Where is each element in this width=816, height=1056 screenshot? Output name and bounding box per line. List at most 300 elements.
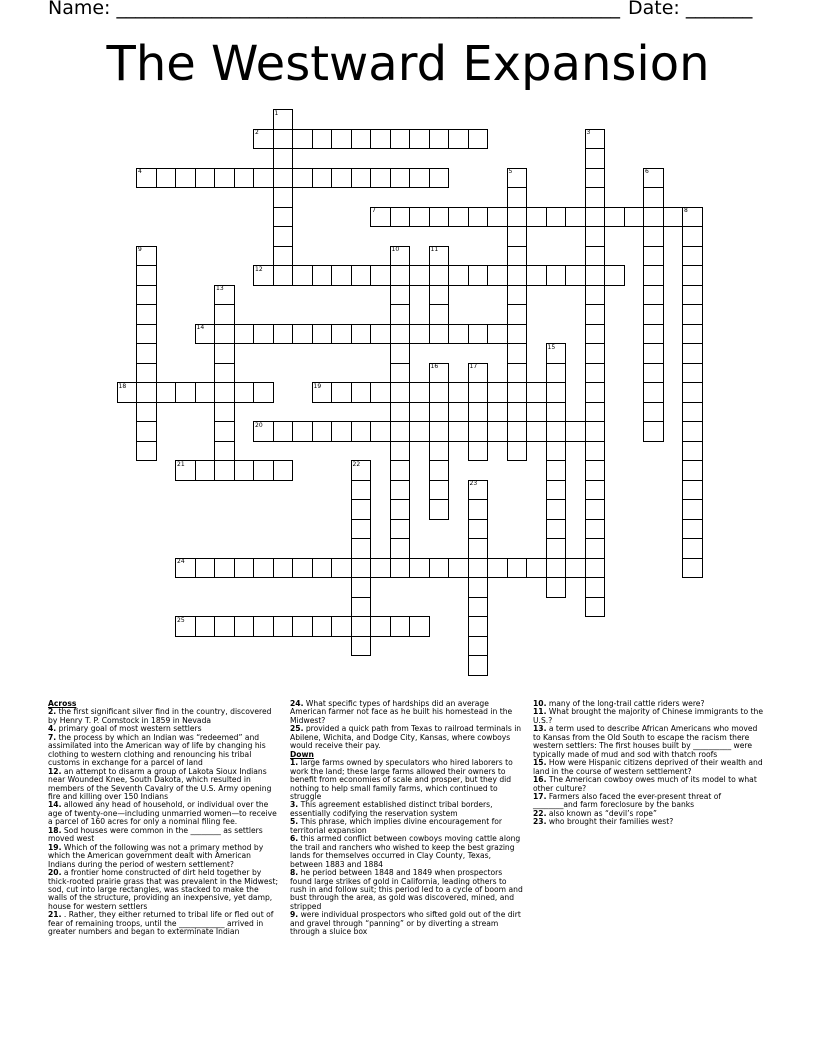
grid-cell[interactable] (643, 207, 664, 228)
grid-cell[interactable] (136, 382, 157, 403)
grid-cell[interactable] (390, 538, 411, 559)
grid-cell[interactable] (253, 460, 274, 481)
grid-cell[interactable] (546, 265, 567, 286)
grid-cell[interactable] (370, 265, 391, 286)
grid-cell[interactable] (234, 382, 255, 403)
grid-cell[interactable] (136, 363, 157, 384)
grid-cell[interactable] (409, 558, 430, 579)
grid-cell[interactable] (390, 129, 411, 150)
grid-cell[interactable] (331, 382, 352, 403)
grid-cell[interactable] (643, 363, 664, 384)
grid-cell[interactable] (585, 304, 606, 325)
grid-cell[interactable] (214, 343, 235, 364)
grid-cell[interactable] (507, 402, 528, 423)
grid-cell[interactable] (175, 168, 196, 189)
grid-cell[interactable] (331, 616, 352, 637)
grid-cell[interactable] (429, 207, 450, 228)
grid-cell[interactable] (565, 421, 586, 442)
grid-cell[interactable] (468, 538, 489, 559)
grid-cell[interactable] (585, 499, 606, 520)
grid-cell[interactable] (351, 129, 372, 150)
grid-cell[interactable] (643, 304, 664, 325)
grid-cell[interactable] (585, 480, 606, 501)
grid-cell[interactable] (448, 265, 469, 286)
grid-cell[interactable] (682, 324, 703, 345)
clue-down-13: 13. a term used to describe African Americans who moved to Kansas from the Old South to escape the racism there western settlers: The first houses built by __________ were typically made of mud and sod with thatch roofs (533, 724, 758, 759)
grid-cell[interactable] (390, 304, 411, 325)
grid-cell[interactable] (409, 421, 430, 442)
grid-cell[interactable] (565, 207, 586, 228)
grid-cell[interactable] (370, 324, 391, 345)
grid-cell[interactable] (156, 168, 177, 189)
grid-cell[interactable] (370, 421, 391, 442)
grid-cell[interactable] (468, 324, 489, 345)
grid-cell[interactable] (351, 538, 372, 559)
grid-cell[interactable] (370, 168, 391, 189)
clue-across-14: 14. allowed any head of household, or individual over the age of twenty-one—including unmarried women—to receive a parcel of 160 acres for only a nominal filing fee. (48, 800, 277, 827)
grid-cell[interactable] (273, 148, 294, 169)
grid-cell[interactable] (195, 460, 216, 481)
down-heading: Down (290, 749, 314, 759)
grid-cell[interactable] (273, 207, 294, 228)
grid-cell[interactable] (273, 265, 294, 286)
clue-down-10: 10. many of the long-trail cattle riders were? (533, 699, 705, 708)
grid-cell[interactable] (585, 441, 606, 462)
grid-cell[interactable] (292, 324, 313, 345)
grid-cell[interactable] (487, 265, 508, 286)
grid-cell[interactable] (312, 324, 333, 345)
grid-cell[interactable] (214, 616, 235, 637)
grid-cell[interactable] (643, 402, 664, 423)
grid-cell[interactable] (214, 460, 235, 481)
grid-cell[interactable] (526, 265, 547, 286)
grid-cell[interactable] (390, 207, 411, 228)
grid-cell[interactable] (682, 265, 703, 286)
grid-cell[interactable] (487, 207, 508, 228)
grid-cell[interactable] (370, 558, 391, 579)
clue-number: 16 (430, 363, 439, 370)
grid-cell[interactable] (273, 187, 294, 208)
grid-cell[interactable] (390, 382, 411, 403)
grid-cell[interactable] (448, 207, 469, 228)
grid-cell[interactable] (429, 304, 450, 325)
grid-cell[interactable] (273, 558, 294, 579)
grid-cell[interactable] (136, 441, 157, 462)
grid-cell[interactable] (273, 129, 294, 150)
grid-cell[interactable] (507, 343, 528, 364)
clue-across-2: 2. the first significant silver find in the country, discovered by Henry T. P. Comstock in 1859 in Nevada (48, 707, 272, 725)
grid-cell[interactable] (214, 304, 235, 325)
grid-cell[interactable] (507, 187, 528, 208)
grid-cell[interactable] (507, 558, 528, 579)
grid-cell[interactable] (273, 460, 294, 481)
grid-cell[interactable] (253, 168, 274, 189)
grid-cell[interactable] (370, 616, 391, 637)
grid-cell[interactable] (390, 324, 411, 345)
grid-cell[interactable] (351, 499, 372, 520)
grid-cell[interactable] (468, 655, 489, 676)
grid-cell[interactable] (448, 382, 469, 403)
clue-number: 5 (508, 168, 513, 175)
grid-cell[interactable] (429, 460, 450, 481)
grid-cell[interactable] (682, 402, 703, 423)
grid-cell[interactable] (195, 558, 216, 579)
grid-cell[interactable] (273, 168, 294, 189)
grid-cell[interactable] (195, 616, 216, 637)
grid-cell[interactable] (546, 480, 567, 501)
grid-cell[interactable] (351, 558, 372, 579)
grid-cell[interactable] (682, 519, 703, 540)
grid-cell[interactable] (390, 519, 411, 540)
grid-cell[interactable] (409, 324, 430, 345)
grid-cell[interactable] (468, 519, 489, 540)
grid-cell[interactable] (351, 597, 372, 618)
grid-cell[interactable] (234, 324, 255, 345)
grid-cell[interactable] (429, 265, 450, 286)
grid-cell[interactable] (468, 577, 489, 598)
grid-cell[interactable] (312, 421, 333, 442)
grid-cell[interactable] (234, 460, 255, 481)
grid-cell[interactable] (546, 499, 567, 520)
grid-cell[interactable] (507, 382, 528, 403)
clue-number: 13 (216, 285, 224, 292)
grid-cell[interactable] (292, 616, 313, 637)
grid-cell[interactable] (273, 324, 294, 345)
clue-number: 23 (469, 480, 478, 487)
clue-number: 2 (255, 129, 259, 136)
grid-cell[interactable] (390, 363, 411, 384)
grid-cell[interactable] (526, 382, 547, 403)
grid-cell[interactable] (429, 402, 450, 423)
grid-cell[interactable] (643, 265, 664, 286)
grid-cell[interactable] (546, 207, 567, 228)
grid-cell[interactable] (409, 265, 430, 286)
grid-cell[interactable] (507, 441, 528, 462)
grid-cell[interactable] (390, 480, 411, 501)
grid-cell[interactable] (507, 285, 528, 306)
grid-cell[interactable] (292, 129, 313, 150)
grid-cell[interactable] (409, 616, 430, 637)
grid-cell[interactable] (585, 363, 606, 384)
grid-cell[interactable] (585, 207, 606, 228)
grid-cell[interactable] (312, 168, 333, 189)
grid-cell[interactable] (351, 324, 372, 345)
grid-cell[interactable] (468, 421, 489, 442)
grid-cell[interactable] (312, 616, 333, 637)
grid-cell[interactable] (585, 577, 606, 598)
grid-cell[interactable] (214, 324, 235, 345)
grid-cell[interactable] (312, 265, 333, 286)
clue-down-23: 23. who brought their families west? (533, 817, 674, 827)
grid-cell[interactable] (565, 265, 586, 286)
grid-cell[interactable] (175, 382, 196, 403)
grid-cell[interactable] (546, 558, 567, 579)
grid-cell[interactable] (312, 129, 333, 150)
grid-cell[interactable] (526, 207, 547, 228)
grid-cell[interactable] (663, 207, 684, 228)
grid-cell[interactable] (585, 460, 606, 481)
grid-cell[interactable] (331, 168, 352, 189)
grid-cell[interactable] (429, 558, 450, 579)
grid-cell[interactable] (643, 421, 664, 442)
grid-cell[interactable] (585, 382, 606, 403)
page-title: The Westward Expansion (106, 36, 710, 92)
grid-cell[interactable] (624, 207, 645, 228)
grid-cell[interactable] (507, 363, 528, 384)
grid-cell[interactable] (507, 265, 528, 286)
grid-cell[interactable] (351, 577, 372, 598)
grid-cell[interactable] (468, 636, 489, 657)
grid-cell[interactable] (136, 265, 157, 286)
grid-cell[interactable] (448, 324, 469, 345)
grid-cell[interactable] (214, 168, 235, 189)
grid-cell[interactable] (468, 441, 489, 462)
grid-cell[interactable] (351, 265, 372, 286)
grid-cell[interactable] (546, 538, 567, 559)
grid-cell[interactable] (585, 148, 606, 169)
clue-number: 20 (255, 421, 263, 429)
grid-cell[interactable] (253, 382, 274, 403)
grid-cell[interactable] (292, 265, 313, 286)
grid-cell[interactable] (468, 382, 489, 403)
grid-cell[interactable] (682, 460, 703, 481)
grid-cell[interactable] (390, 265, 411, 286)
grid-cell[interactable] (136, 402, 157, 423)
clue-across-19: 19. Which of the following was not a primary method by which the American government dealt with American Indians during the period of western settlement? (48, 842, 264, 869)
grid-cell[interactable] (585, 285, 606, 306)
grid-cell[interactable] (292, 421, 313, 442)
grid-cell[interactable] (136, 285, 157, 306)
clue-number: 15 (547, 343, 556, 351)
grid-cell[interactable] (468, 265, 489, 286)
grid-cell[interactable] (585, 265, 606, 286)
grid-cell[interactable] (507, 324, 528, 345)
grid-cell[interactable] (273, 616, 294, 637)
grid-cell[interactable] (585, 343, 606, 364)
grid-cell[interactable] (214, 382, 235, 403)
grid-cell[interactable] (429, 168, 450, 189)
grid-cell[interactable] (468, 499, 489, 520)
grid-cell[interactable] (507, 304, 528, 325)
grid-cell[interactable] (351, 421, 372, 442)
clue-number: 14 (196, 324, 205, 331)
grid-cell[interactable] (351, 480, 372, 501)
clue-number: 12 (255, 265, 263, 273)
grid-cell[interactable] (448, 129, 469, 150)
grid-cell[interactable] (546, 460, 567, 481)
grid-cell[interactable] (390, 168, 411, 189)
grid-cell[interactable] (390, 421, 411, 442)
grid-cell[interactable] (585, 402, 606, 423)
grid-cell[interactable] (682, 558, 703, 579)
clue-number: 4 (138, 168, 142, 175)
grid-cell[interactable] (546, 363, 567, 384)
grid-cell[interactable] (234, 558, 255, 579)
grid-cell[interactable] (214, 421, 235, 442)
grid-cell[interactable] (487, 421, 508, 442)
grid-cell[interactable] (487, 382, 508, 403)
grid-cell[interactable] (585, 246, 606, 267)
grid-cell[interactable] (390, 441, 411, 462)
grid-cell[interactable] (214, 363, 235, 384)
grid-cell[interactable] (604, 207, 625, 228)
grid-cell[interactable] (682, 538, 703, 559)
grid-cell[interactable] (682, 226, 703, 247)
grid-cell[interactable] (370, 382, 391, 403)
grid-cell[interactable] (273, 246, 294, 267)
grid-cell[interactable] (507, 246, 528, 267)
grid-cell[interactable] (585, 187, 606, 208)
grid-cell[interactable] (253, 616, 274, 637)
grid-cell[interactable] (292, 558, 313, 579)
grid-cell[interactable] (682, 421, 703, 442)
grid-cell[interactable] (682, 304, 703, 325)
grid-cell[interactable] (409, 382, 430, 403)
grid-cell[interactable] (214, 402, 235, 423)
grid-cell[interactable] (312, 558, 333, 579)
clue-number: 25 (177, 616, 185, 624)
grid-cell[interactable] (195, 382, 216, 403)
grid-cell[interactable] (682, 246, 703, 267)
grid-cell[interactable] (585, 597, 606, 618)
date-field-label: Date: _______ (628, 0, 753, 19)
grid-cell[interactable] (156, 382, 177, 403)
grid-cell[interactable] (429, 129, 450, 150)
grid-cell[interactable] (214, 441, 235, 462)
grid-cell[interactable] (292, 168, 313, 189)
grid-cell[interactable] (507, 421, 528, 442)
grid-cell[interactable] (253, 558, 274, 579)
grid-cell[interactable] (331, 129, 352, 150)
grid-cell[interactable] (468, 558, 489, 579)
clue-down-9: 9. were individual prospectors who sifted gold out of the dirt and gravel through “panning” or by diverting a stream through a sluice box (290, 910, 521, 937)
clue-number: 21 (177, 460, 185, 468)
grid-cell[interactable] (273, 421, 294, 442)
clue-across-7: 7. the process by which an Indian was “redeemed” and assimilated into the American way of life by changing his clothing to western clothing and renouncing his tribal customs in exchange for a parcel of land (48, 732, 266, 768)
clue-number: 7 (372, 207, 376, 214)
grid-cell[interactable] (643, 285, 664, 306)
grid-cell[interactable] (390, 285, 411, 306)
grid-cell[interactable] (546, 402, 567, 423)
grid-cell[interactable] (585, 168, 606, 189)
grid-cell[interactable] (585, 519, 606, 540)
grid-cell[interactable] (682, 343, 703, 364)
grid-cell[interactable] (390, 558, 411, 579)
grid-cell[interactable] (468, 402, 489, 423)
grid-cell[interactable] (331, 558, 352, 579)
grid-cell[interactable] (136, 343, 157, 364)
grid-cell[interactable] (682, 363, 703, 384)
grid-cell[interactable] (643, 343, 664, 364)
grid-cell[interactable] (390, 343, 411, 364)
grid-cell[interactable] (390, 499, 411, 520)
grid-cell[interactable] (682, 441, 703, 462)
grid-cell[interactable] (351, 168, 372, 189)
grid-cell[interactable] (585, 538, 606, 559)
grid-cell[interactable] (429, 285, 450, 306)
grid-cell[interactable] (351, 382, 372, 403)
clues-column-1 (48, 700, 280, 937)
grid-cell[interactable] (507, 207, 528, 228)
grid-cell[interactable] (234, 168, 255, 189)
grid-cell[interactable] (136, 324, 157, 345)
grid-cell[interactable] (429, 382, 450, 403)
grid-cell[interactable] (643, 382, 664, 403)
grid-cell[interactable] (390, 460, 411, 481)
grid-cell[interactable] (468, 616, 489, 637)
grid-cell[interactable] (643, 246, 664, 267)
grid-cell[interactable] (409, 207, 430, 228)
grid-cell[interactable] (273, 226, 294, 247)
grid-cell[interactable] (487, 324, 508, 345)
grid-cell[interactable] (565, 558, 586, 579)
grid-cell[interactable] (468, 597, 489, 618)
grid-cell[interactable] (546, 421, 567, 442)
grid-cell[interactable] (643, 324, 664, 345)
grid-cell[interactable] (370, 129, 391, 150)
grid-cell[interactable] (585, 226, 606, 247)
grid-cell[interactable] (331, 265, 352, 286)
grid-cell[interactable] (526, 421, 547, 442)
grid-cell[interactable] (682, 499, 703, 520)
grid-cell[interactable] (351, 636, 372, 657)
clue-down-16: 16. The American cowboy owes much of its model to what other culture? (533, 775, 757, 793)
grid-cell[interactable] (429, 324, 450, 345)
grid-cell[interactable] (643, 226, 664, 247)
grid-cell[interactable] (468, 129, 489, 150)
grid-cell[interactable] (390, 616, 411, 637)
grid-cell[interactable] (604, 265, 625, 286)
grid-cell[interactable] (429, 499, 450, 520)
grid-cell[interactable] (682, 285, 703, 306)
grid-cell[interactable] (253, 324, 274, 345)
grid-cell[interactable] (682, 382, 703, 403)
grid-cell[interactable] (585, 421, 606, 442)
grid-cell[interactable] (643, 187, 664, 208)
grid-cell[interactable] (507, 226, 528, 247)
grid-cell[interactable] (409, 129, 430, 150)
grid-cell[interactable] (546, 382, 567, 403)
grid-cell[interactable] (468, 207, 489, 228)
grid-cell[interactable] (546, 519, 567, 540)
grid-cell[interactable] (682, 480, 703, 501)
grid-cell[interactable] (526, 558, 547, 579)
grid-cell[interactable] (546, 577, 567, 598)
grid-cell[interactable] (448, 558, 469, 579)
grid-cell[interactable] (429, 441, 450, 462)
clue-number: 1 (274, 109, 279, 117)
grid-cell[interactable] (585, 324, 606, 345)
grid-cell[interactable] (429, 421, 450, 442)
clue-number: 3 (586, 129, 591, 136)
grid-cell[interactable] (234, 616, 255, 637)
grid-cell[interactable] (351, 519, 372, 540)
grid-cell[interactable] (195, 168, 216, 189)
grid-cell[interactable] (487, 558, 508, 579)
grid-cell[interactable] (585, 558, 606, 579)
grid-cell[interactable] (390, 402, 411, 423)
grid-cell[interactable] (214, 558, 235, 579)
grid-cell[interactable] (448, 421, 469, 442)
grid-cell[interactable] (331, 324, 352, 345)
grid-cell[interactable] (351, 616, 372, 637)
grid-cell[interactable] (136, 421, 157, 442)
grid-cell[interactable] (429, 480, 450, 501)
grid-cell[interactable] (409, 168, 430, 189)
grid-cell[interactable] (331, 421, 352, 442)
grid-cell[interactable] (136, 304, 157, 325)
grid-cell[interactable] (546, 441, 567, 462)
